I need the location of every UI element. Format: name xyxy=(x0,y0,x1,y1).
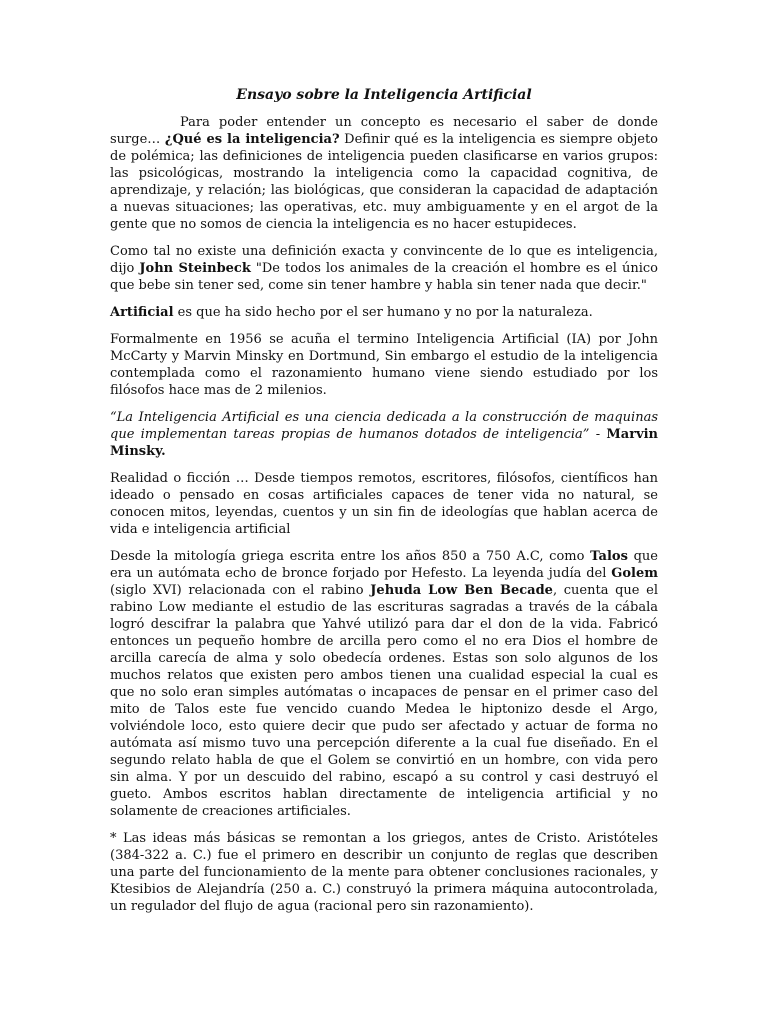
paragraph-1956: Formalmente en 1956 se acuña el termino Inteligencia Artificial (IA) por John McCarty y Marvin Minsky en Dortmund, Sin embargo el estudio de la inteligencia contemplada como el razonamiento humano viene siendo estudiado por los filósofos hace mas de 2 milenios. xyxy=(110,332,658,398)
document-title: Ensayo sobre la Inteligencia Artificial xyxy=(236,87,532,103)
name-john-steinbeck: John Steinbeck xyxy=(139,261,251,276)
minsky-quote-dash: - xyxy=(595,427,607,442)
term-artificial: Artificial xyxy=(110,305,174,320)
paragraph-mythology-text-c: que era un autómata echo de bronce forjado por Hefesto. La leyenda judía del xyxy=(110,549,658,581)
paragraph-mythology-text-e: (siglo XVI) relacionada con el rabino xyxy=(110,583,371,598)
name-golem: Golem xyxy=(611,566,658,581)
paragraph-steinbeck-text-a: Como tal no existe una definición exacta y convincente de lo que es inteligencia, dijo xyxy=(110,244,658,276)
paragraph-steinbeck-text-c: "De todos los animales de la creación el hombre es el único que bebe sin tener sed, come sin tener hambre y habla sin tener nada que decir." xyxy=(110,261,658,293)
name-talos: Talos xyxy=(590,549,628,564)
paragraph-greek-ideas: * Las ideas más básicas se remontan a los griegos, antes de Cristo. Aristóteles (384-322 a. C.) fue el primero en describir un conjunto de reglas que describen una parte del funcionamiento de la mente para obtener conclusiones racionales, y Ktesibios de Alejandría (250 a. C.) construyó la primera máquina autocontrolada, un regulador del flujo de agua (racional pero sin razonamiento). xyxy=(110,831,658,914)
paragraph-artificial-text-b: es que ha sido hecho por el ser humano y no por la naturaleza. xyxy=(173,305,593,320)
question-what-is-intelligence: ¿Qué es la inteligencia? xyxy=(164,132,340,147)
paragraph-artificial xyxy=(110,304,658,321)
name-jehuda-low: Jehuda Low Ben Becade xyxy=(370,583,553,598)
paragraph-intelligence xyxy=(110,114,658,233)
paragraph-minsky-quote xyxy=(110,409,658,460)
paragraph-intelligence-text-a: Para poder entender un concepto es necesario el saber de donde surge… xyxy=(110,115,658,147)
paragraph-mythology xyxy=(110,548,658,820)
paragraph-steinbeck xyxy=(110,243,658,294)
paragraph-mythology-text-g: , cuenta que el rabino Low mediante el estudio de las escrituras sagradas a través de la cábala logró descifrar la palabra que Yahvé utilizó para dar el don de la vida. Fabricó entonces un pequeño hombre de arcilla pero como el no era Dios el hombre de arcilla carecía de alma y solo obedecía ordenes. Estas son solo algunos de los muchos relatos que existen pero ambos tienen una cualidad especial la cual es que no solo eran simples autómatas o incapaces de pensar en el primer caso del mito de Talos este fue vencido cuando Medea le hiptonizo desde el Argo, volviéndole loco, esto quiere decir que pudo ser afectado y actuar de forma no autómata así mismo tuvo una percepción diferente a la cual fue diseñado. En el segundo relato habla de que el Golem se convirtió en un hombre, con vida pero sin alma. Y por un descuido del rabino, escapó a su control y casi destruyó el gueto. Ambos escritos hablan directamente de inteligencia artificial y no solamente de creaciones artificiales. xyxy=(110,583,658,819)
paragraph-intelligence-text-c: Definir qué es la inteligencia es siempre objeto de polémica; las definiciones de inteligencia pueden clasificarse en varios grupos: las psicológicas, mostrando la inteligencia como la capacidad cognitiva, de aprendizaje, y relación; las biológicas, que consideran la capacidad de adaptación a nuevas situaciones; las operativas, etc. muy ambiguamente y en el argot de la gente que no somos de ciencia la inteligencia es no hacer estupideces. xyxy=(110,132,658,232)
name-marvin-minsky: Marvin Minsky. xyxy=(110,427,659,459)
paragraph-reality-fiction: Realidad o ficción … Desde tiempos remotos, escritores, filósofos, científicos han ideado o pensado en cosas artificiales capaces de tener vida no natural, se conocen mitos, leyendas, cuentos y un sin fin de ideologías que hablan acerca de vida e inteligencia artificial xyxy=(110,471,658,537)
paragraph-mythology-text-a: Desde la mitología griega escrita entre los años 850 a 750 A.C, como xyxy=(110,549,591,564)
minsky-quote-text: “La Inteligencia Artificial es una ciencia dedicada a la construcción de maquinas que implementan tareas propias de humanos dotados de inteligencia” xyxy=(110,410,658,442)
